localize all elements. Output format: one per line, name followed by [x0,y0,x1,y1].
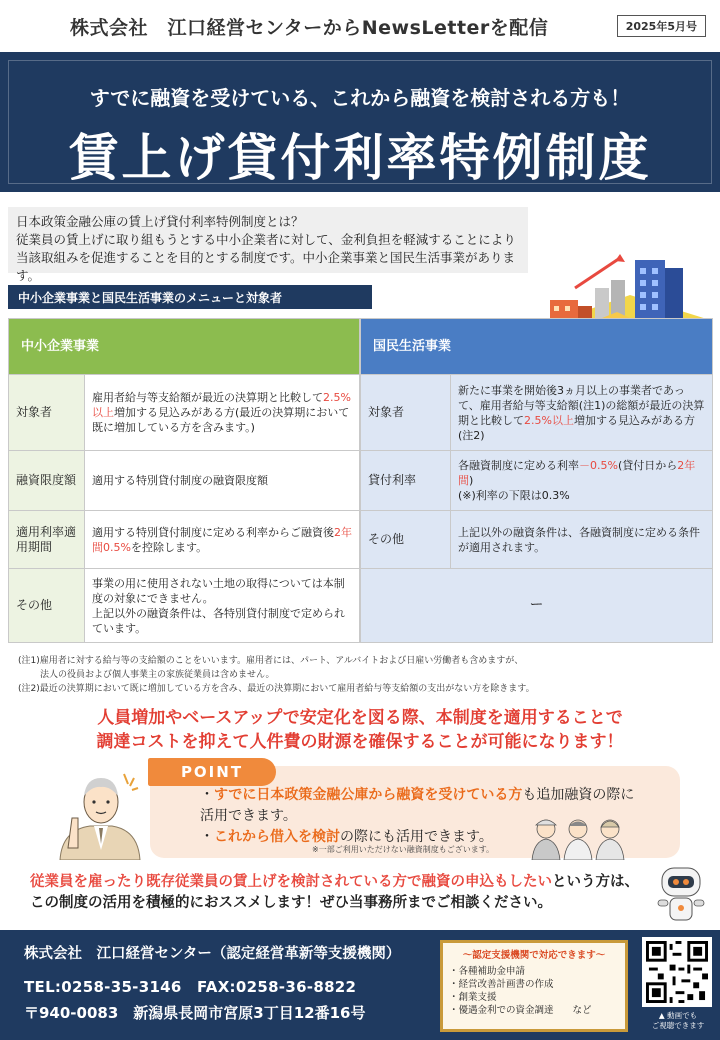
consult-highlight: 従業員を雇ったり既存従業員の賃上げを検討されている方で融資の申込もしたい [30,874,552,890]
note-1: (注1)雇用者に対する給与等の支給額のことをいいます。雇用者には、パート、アルバイトおよび日雇い労働者も含めますが、 [18,656,524,666]
national-rate-value: 各融資制度に定める利率－0.5%(貸付日から2年間) (※)利率の下限は0.3% [451,451,713,511]
point-tag: POINT [148,758,276,786]
consult-message: 従業員を雇ったり既存従業員の賃上げを検討されている方で融資の申込もしたいという方は、この制度の活用を積極的におススメします！ぜひ当事務所までご相談ください。 [30,874,639,911]
note-1-cont: 法人の役員および個人事業主の家族従業員は含めません。 [40,670,275,680]
hero-title: 賃上げ貸付利率特例制度 [68,129,652,187]
national-target-value: 新たに事業を開始後3ヵ月以上の事業者であって、雇用者給与等支給額(注1)の総額が最近の決算期と比較して2.5%以上増加する見込みがある方(注2) [451,375,713,451]
sme-table [8,318,360,643]
intro-question: 日本政策金融公庫の賃上げ貸付利率特例制度とは？ [16,214,304,229]
point-bullet-1: ・すでに日本政策金融公庫から融資を受けている方も追加融資の際に活用できます。 [200,787,635,824]
sme-limit-value: 適用する特別貸付制度の融資限度額 [85,451,360,511]
national-target-label: 対象者 [361,375,451,451]
sme-target-value: 雇用者給与等支給額が最近の決算期と比較して2.5%以上増加する見込みがある方(最近の決算期において既に増加している方を含みます。) [85,375,360,451]
sme-other-label: その他 [9,569,85,643]
qr-code[interactable] [642,937,712,1007]
services-title: ～認定支援機関で対応できます～ [462,950,606,961]
issue-date: 2025年5月号 [617,15,706,37]
qr-code-icon [646,941,708,1003]
national-other-value: 上記以外の融資条件は、各融資制度に定める条件が適用されます。 [451,511,713,569]
footer-address: 〒940-0083 新潟県長岡市宮原3丁目12番16号 [24,1004,366,1022]
national-table [360,318,713,643]
top-bar [0,0,720,52]
point-note: ※一部ご利用いただけない融資制度もございます。 [312,845,495,854]
note-2: (注2)最近の決算期において既に増加している方を含み、最近の決算期において雇用者給与等支給額の支出がない方を除きます。 [18,684,535,694]
robot-illustration [652,864,710,926]
national-rate-label: 貸付利率 [361,451,451,511]
hero-subtitle: すでに融資を受けている、これから融資を検討される方も！ [89,86,631,110]
sme-rate-label: 適用利率適用期間 [9,511,85,569]
service-item: ・優遇金利での資金調達 など [449,1005,592,1016]
newsletter-title: 株式会社 江口経営センターからNewsLetterを配信 [70,17,549,39]
qr-caption: ▲ 動画でも ご視聴できます [651,1011,705,1030]
footer-phone: TEL:0258-35-3146 FAX:0258-36-8822 [24,978,357,996]
appeal-message: 人員増加やベースアップで安定化を図る際、本制度を適用することで 調達コストを抑えて人件費の財源を確保することが可能になります！ [96,708,624,752]
sme-target-label: 対象者 [9,375,85,451]
service-item: ・各種補助金申請 [449,966,526,977]
footer-company: 株式会社 江口経営センター（認定経営革新等支援機関） [24,946,401,962]
sme-other-value: 事業の用に使用されない土地の取得については本制度の対象にできません。 上記以外の融資条件は、各特別貸付制度で定められています。 [85,569,360,643]
national-empty-cell: ー [361,569,713,643]
workers-illustration [528,815,628,860]
services-box [440,940,628,1032]
national-header: 国民生活事業 [361,319,713,375]
point-bullet-2: ・これから借入を検討の際にも活用できます。 [200,829,493,845]
intro-box [8,207,528,283]
service-item: ・創業支援 [449,992,497,1003]
menu-section-heading: 中小企業事業と国民生活事業のメニューと対象者 [8,285,372,309]
sme-header: 中小企業事業 [9,319,360,375]
national-other-label: その他 [361,511,451,569]
businessman-illustration [50,760,150,860]
footnotes [18,654,708,696]
sme-limit-label: 融資限度額 [9,451,85,511]
sme-rate-value: 適用する特別貸付制度に定める利率からご融資後2年間0.5%を控除します。 [85,511,360,569]
intro-description: 従業員の賃上げに取り組もうとする中小企業者に対して、金利負担を軽減することにより当該取組みを促進することを目的とする制度です。中小企業事業と国民生活事業があります。 [16,232,516,283]
hero-banner [0,52,720,192]
service-item: ・経営改善計画書の作成 [449,979,554,990]
